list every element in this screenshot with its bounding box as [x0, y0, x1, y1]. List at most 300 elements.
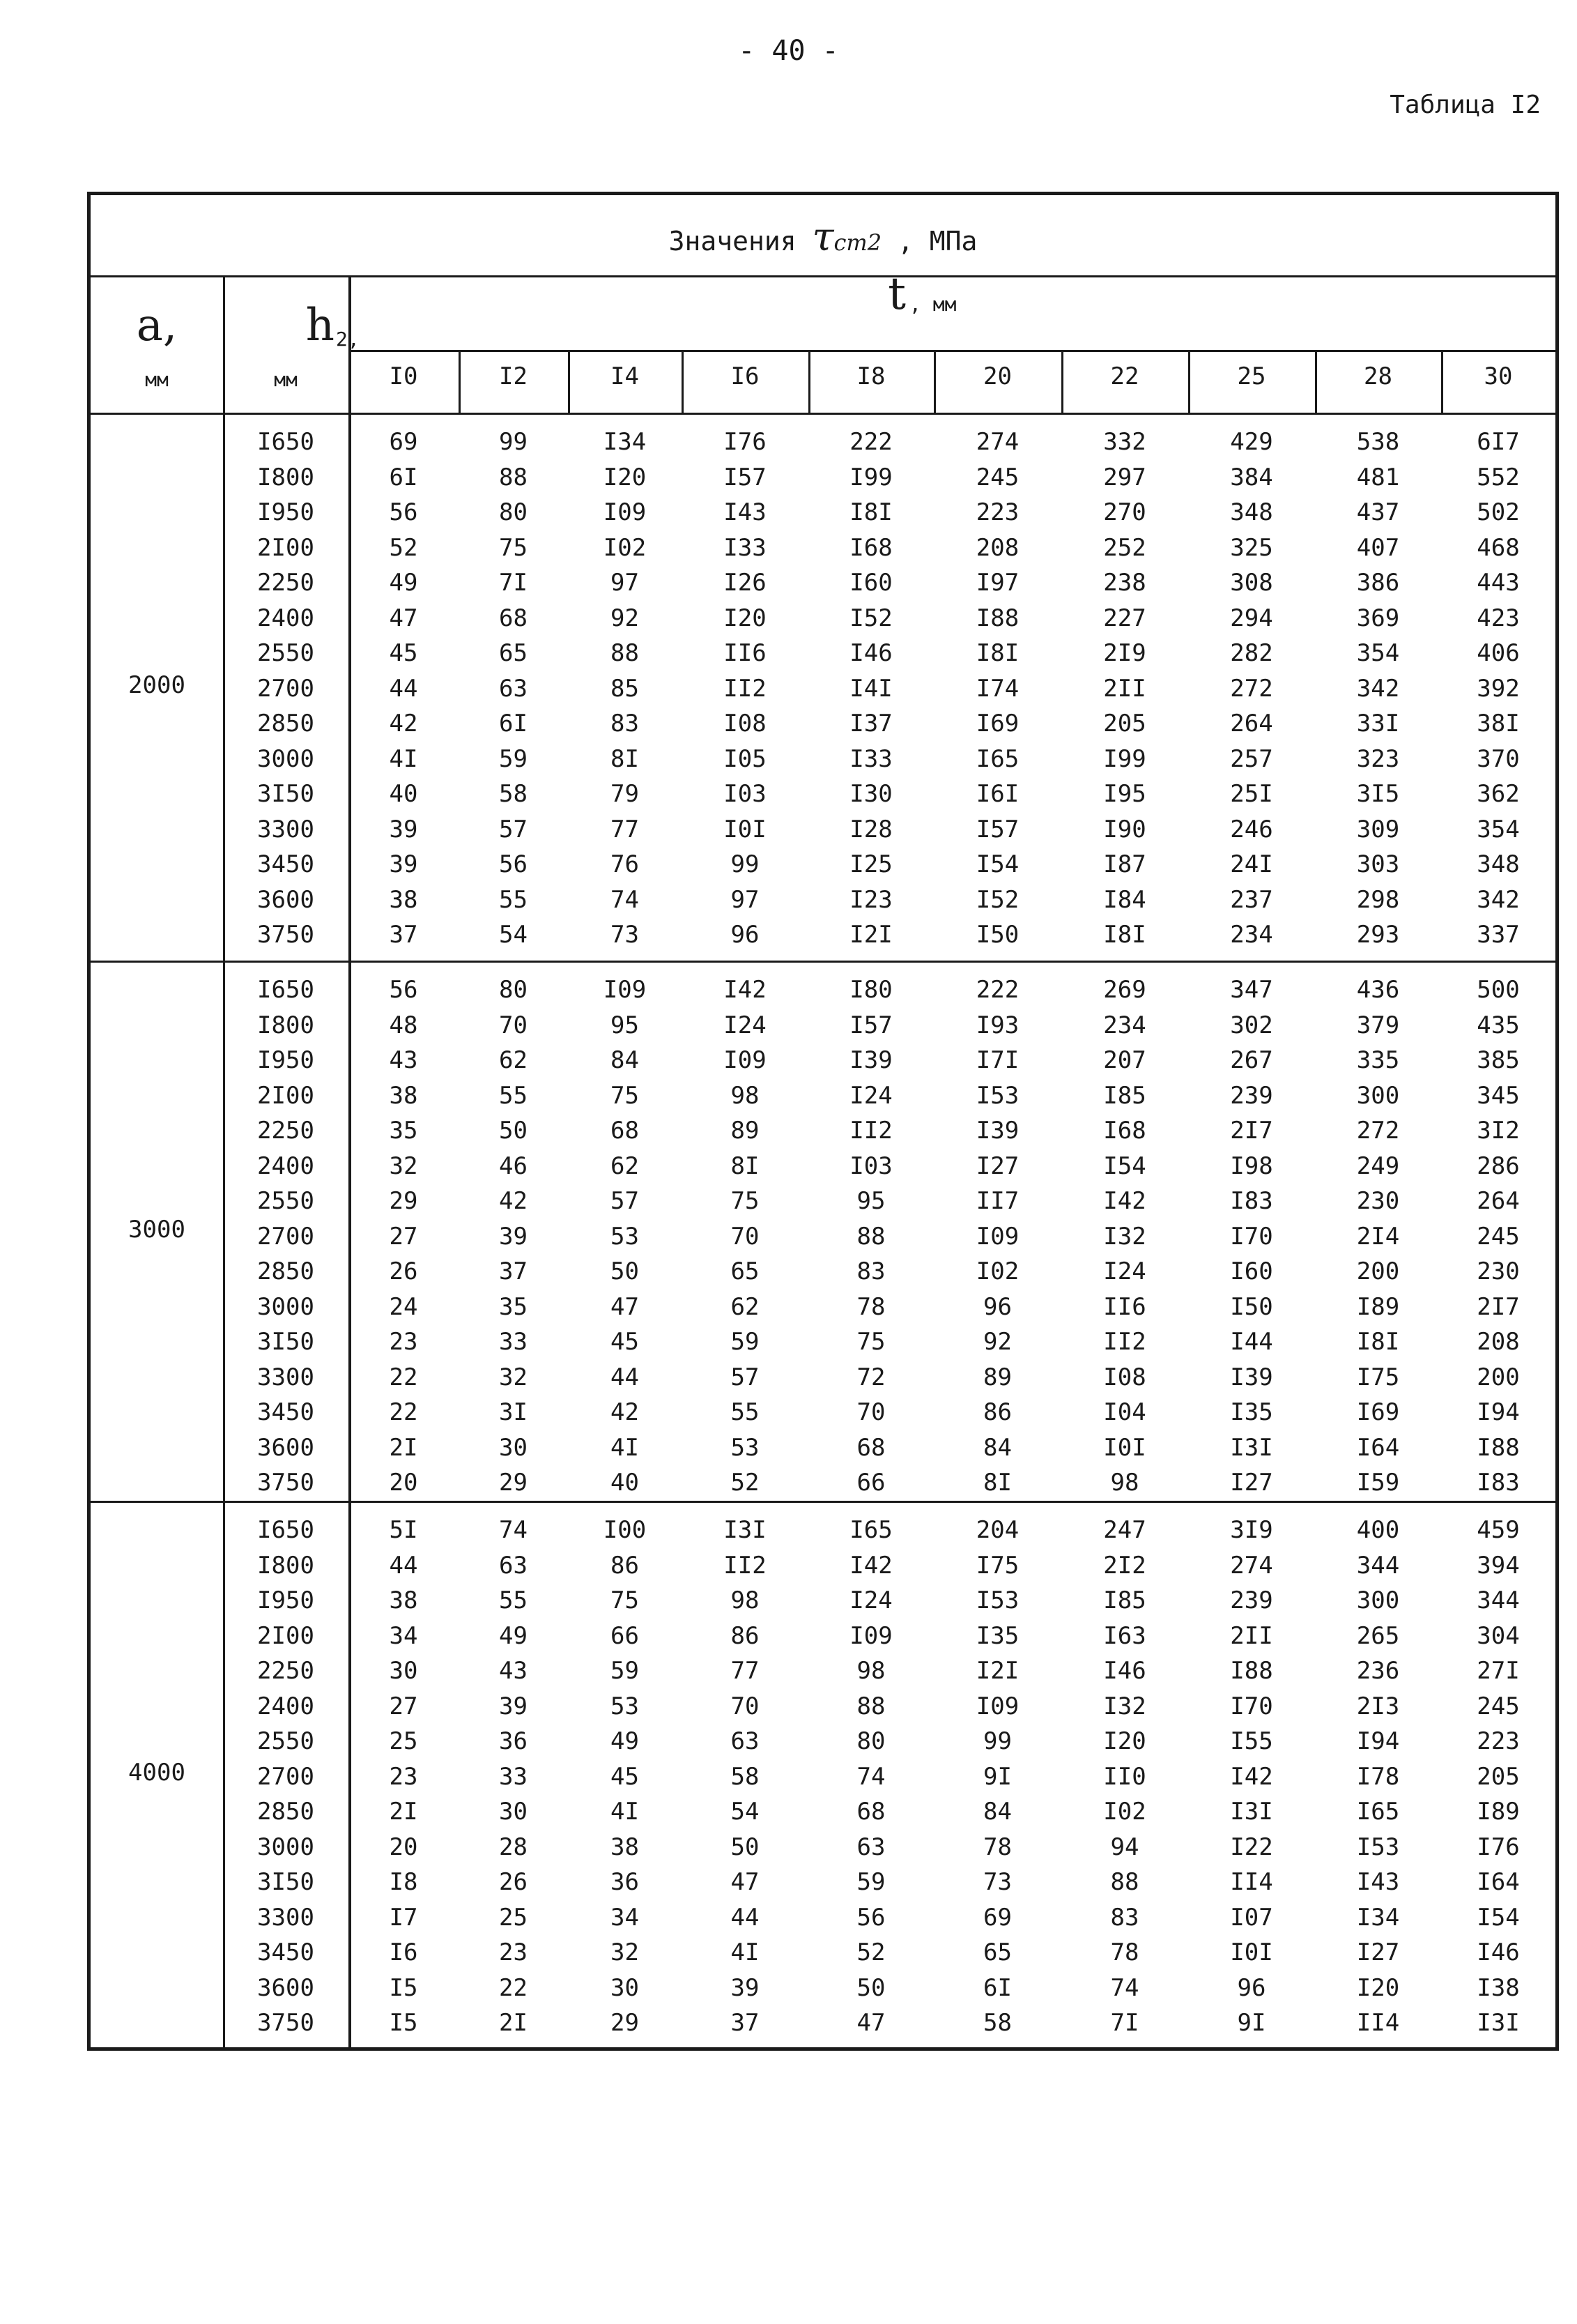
- table-cell: 223: [1477, 1727, 1520, 1755]
- table-cell: I8I: [1103, 921, 1146, 949]
- table-cell: I70: [1230, 1222, 1273, 1251]
- table-cell: I88: [1230, 1657, 1273, 1685]
- table-cell: 55: [499, 1081, 528, 1110]
- rule-line: [91, 961, 1555, 963]
- table-cell: I8I: [1356, 1328, 1400, 1356]
- table-row-h: I650: [257, 428, 314, 456]
- table-cell: 68: [610, 1117, 639, 1145]
- table-cell: 347: [1230, 976, 1273, 1004]
- table-cell: 49: [610, 1727, 639, 1755]
- table-cell: 47: [730, 1868, 760, 1896]
- table-cell: I03: [723, 780, 767, 808]
- table-cell: 323: [1356, 744, 1400, 773]
- table-cell: 245: [1477, 1692, 1520, 1720]
- table-cell: 3I9: [1230, 1516, 1273, 1544]
- t-unit: , мм: [909, 293, 957, 316]
- table-cell: I09: [723, 1046, 767, 1074]
- table-cell: 348: [1230, 498, 1273, 526]
- table-cell: 89: [730, 1117, 760, 1145]
- table-cell: 33: [499, 1762, 528, 1791]
- table-cell: 392: [1477, 674, 1520, 703]
- table-row-h: 3000: [257, 1833, 314, 1861]
- table-cell: 38: [389, 1587, 418, 1614]
- table-cell: 47: [610, 1292, 639, 1321]
- table-cell: 200: [1356, 1257, 1400, 1285]
- table-row-h: 3450: [257, 850, 314, 878]
- table-cell: II2: [849, 1117, 893, 1145]
- table-cell: 54: [730, 1798, 760, 1826]
- table-row-h: 2400: [257, 1152, 314, 1180]
- table-cell: 20: [389, 1469, 418, 1497]
- table-cell: I34: [603, 428, 647, 456]
- table-row-h: 3750: [257, 921, 314, 949]
- rule-line: [91, 1501, 1555, 1503]
- table-cell: 246: [1230, 815, 1273, 843]
- table-cell: 342: [1356, 674, 1400, 703]
- table-cell: 236: [1356, 1657, 1400, 1685]
- table-cell: 23: [389, 1328, 418, 1356]
- table-cell: 238: [1103, 569, 1146, 597]
- table-cell: 24I: [1230, 850, 1273, 878]
- table-cell: 22: [389, 1398, 418, 1426]
- table-cell: I20: [1356, 1973, 1400, 2002]
- table-row-h: I800: [257, 1011, 314, 1039]
- table-cell: 354: [1356, 639, 1400, 667]
- table-cell: 43: [389, 1046, 418, 1074]
- table-cell: 9I: [983, 1762, 1012, 1791]
- table-cell: 76: [610, 850, 639, 878]
- table-cell: I09: [976, 1222, 1020, 1251]
- table-cell: 39: [499, 1222, 528, 1251]
- table-cell: 272: [1356, 1117, 1400, 1145]
- table-cell: 45: [389, 639, 418, 667]
- table-cell: 83: [1110, 1903, 1139, 1932]
- table-cell: 4I: [610, 1798, 639, 1826]
- table-row-h: 2I00: [257, 1621, 314, 1650]
- table-cell: 9I: [1237, 2009, 1266, 2037]
- table-cell: 22: [389, 1363, 418, 1391]
- table-cell: 222: [976, 976, 1020, 1004]
- table-cell: 92: [610, 604, 639, 632]
- table-cell: 4I: [730, 1939, 760, 1966]
- table-cell: 39: [389, 815, 418, 843]
- table-row-h: 2850: [257, 1257, 314, 1285]
- table-cell: 59: [856, 1868, 886, 1896]
- table-cell: 53: [730, 1433, 760, 1462]
- table-cell: 227: [1103, 604, 1146, 632]
- table-cell: 44: [389, 1551, 418, 1580]
- table-cell: I22: [1230, 1833, 1273, 1861]
- h-unit: мм: [274, 368, 298, 391]
- table-cell: I09: [976, 1692, 1020, 1720]
- table-cell: 89: [983, 1363, 1012, 1391]
- table-cell: 97: [610, 569, 639, 597]
- table-cell: 335: [1356, 1046, 1400, 1074]
- table-row-h: I950: [257, 1587, 314, 1614]
- table-cell: I27: [976, 1152, 1020, 1180]
- table-cell: 74: [499, 1516, 528, 1544]
- table-cell: 56: [389, 498, 418, 526]
- table-cell: 77: [730, 1657, 760, 1685]
- table-cell: II4: [1356, 2009, 1400, 2037]
- table-cell: 72: [856, 1363, 886, 1391]
- h-subscript: 2,: [336, 328, 360, 351]
- table-cell: I35: [1230, 1398, 1273, 1426]
- table-cell: I75: [976, 1551, 1020, 1580]
- table-cell: I08: [1103, 1363, 1146, 1391]
- table-cell: 239: [1230, 1081, 1273, 1110]
- table-cell: II6: [1103, 1292, 1146, 1321]
- table-cell: 50: [610, 1257, 639, 1285]
- table-row-h: 2250: [257, 569, 314, 597]
- table-cell: 43: [499, 1657, 528, 1685]
- table-cell: I24: [849, 1081, 893, 1110]
- table-cell: 294: [1230, 604, 1273, 632]
- table-cell: 96: [1237, 1973, 1266, 2002]
- table-cell: 6I: [983, 1973, 1012, 2002]
- table-cell: 30: [610, 1973, 639, 2002]
- table-cell: 33I: [1356, 710, 1400, 737]
- table-row-h: 2400: [257, 604, 314, 632]
- table-cell: 5I: [389, 1516, 418, 1544]
- table-cell: 208: [1477, 1328, 1520, 1356]
- table-cell: 56: [499, 850, 528, 878]
- table-cell: 74: [610, 885, 639, 914]
- table-cell: 22: [499, 1973, 528, 2002]
- table-cell: 8I: [730, 1152, 760, 1180]
- table-cell: I64: [1356, 1433, 1400, 1462]
- table-cell: 88: [856, 1692, 886, 1720]
- tau-subscript: ст2: [833, 229, 882, 256]
- table-cell: 86: [610, 1551, 639, 1580]
- table-cell: 56: [856, 1903, 886, 1932]
- table-cell: I99: [1103, 744, 1146, 773]
- table-cell: I39: [1230, 1363, 1273, 1391]
- table-cell: 42: [610, 1398, 639, 1426]
- table-cell: 2I: [389, 1798, 418, 1826]
- table-cell: 55: [499, 885, 528, 914]
- table-cell: 54: [499, 921, 528, 949]
- table-cell: I8I: [849, 498, 893, 526]
- a-value-4000: 4000: [128, 1759, 185, 1787]
- table-cell: I65: [976, 744, 1020, 773]
- table-cell: II4: [1230, 1868, 1273, 1896]
- table-cell: 39: [730, 1973, 760, 2002]
- table-cell: 49: [389, 569, 418, 597]
- table-cell: I5: [389, 1973, 418, 2002]
- table-cell: 302: [1230, 1011, 1273, 1039]
- table-cell: 37: [730, 2009, 760, 2037]
- table-cell: 274: [976, 428, 1020, 456]
- table-cell: I42: [1103, 1187, 1146, 1215]
- table-cell: 459: [1477, 1516, 1520, 1544]
- table-cell: 325: [1230, 533, 1273, 562]
- table-cell: 400: [1356, 1516, 1400, 1544]
- table-cell: I53: [976, 1081, 1020, 1110]
- table-cell: 92: [983, 1328, 1012, 1356]
- table-row-h: 3750: [257, 2009, 314, 2037]
- table-row-h: 3300: [257, 815, 314, 843]
- table-row-h: 3000: [257, 1292, 314, 1321]
- table-cell: 245: [976, 463, 1020, 491]
- table-cell: I20: [723, 604, 767, 632]
- table-cell: I54: [1477, 1903, 1520, 1932]
- table-cell: 23: [499, 1939, 528, 1966]
- table-cell: I59: [1356, 1469, 1400, 1497]
- table-cell: 252: [1103, 533, 1146, 562]
- table-cell: I54: [976, 850, 1020, 878]
- table-cell: 245: [1477, 1222, 1520, 1251]
- table-cell: 59: [610, 1657, 639, 1685]
- table-cell: 55: [499, 1587, 528, 1614]
- table-cell: 303: [1356, 850, 1400, 878]
- table-cell: 50: [730, 1833, 760, 1861]
- table-cell: I65: [1356, 1798, 1400, 1826]
- table-cell: II2: [1103, 1328, 1146, 1356]
- table-cell: I83: [1230, 1187, 1273, 1215]
- table-row-h: 3I50: [257, 1328, 314, 1356]
- table-row-h: 2250: [257, 1657, 314, 1685]
- table-cell: I09: [603, 498, 647, 526]
- table-cell: I02: [976, 1257, 1020, 1285]
- col-header-t-3: I6: [730, 362, 760, 390]
- table-label: Таблица I2: [1390, 91, 1541, 119]
- table-cell: I57: [723, 463, 767, 491]
- table-cell: I25: [849, 850, 893, 878]
- table-cell: I85: [1103, 1081, 1146, 1110]
- table-cell: I54: [1103, 1152, 1146, 1180]
- table-cell: 83: [856, 1257, 886, 1285]
- table-cell: I97: [976, 569, 1020, 597]
- table-cell: I50: [976, 921, 1020, 949]
- table-row-h: 2700: [257, 1222, 314, 1251]
- table-cell: 45: [610, 1328, 639, 1356]
- table-cell: I83: [1477, 1469, 1520, 1497]
- table-row-h: I800: [257, 1551, 314, 1580]
- table-cell: 48: [389, 1011, 418, 1039]
- table-cell: 207: [1103, 1046, 1146, 1074]
- table-row-h: 3600: [257, 885, 314, 914]
- table-cell: 205: [1103, 710, 1146, 737]
- rule-line: [348, 350, 1555, 352]
- table-cell: 2I3: [1356, 1692, 1400, 1720]
- table-cell: 75: [856, 1328, 886, 1356]
- table-cell: 44: [389, 674, 418, 703]
- table-row-h: 2I00: [257, 1081, 314, 1110]
- table-cell: I42: [1230, 1762, 1273, 1791]
- table-cell: 369: [1356, 604, 1400, 632]
- table-cell: 74: [856, 1762, 886, 1791]
- table-cell: 7I: [1110, 2009, 1139, 2037]
- table-cell: I7: [389, 1903, 418, 1932]
- table-cell: 35: [389, 1117, 418, 1145]
- table-cell: 78: [1110, 1939, 1139, 1966]
- table-cell: 269: [1103, 976, 1146, 1004]
- table-cell: 297: [1103, 463, 1146, 491]
- col-header-t-4: I8: [856, 362, 886, 390]
- table-cell: 249: [1356, 1152, 1400, 1180]
- table-cell: 300: [1356, 1587, 1400, 1614]
- table-cell: I94: [1356, 1727, 1400, 1755]
- table-cell: I4I: [849, 674, 893, 703]
- table-cell: 264: [1477, 1187, 1520, 1215]
- table-cell: I27: [1356, 1939, 1400, 1966]
- table-cell: 204: [976, 1516, 1020, 1544]
- table-cell: 35: [499, 1292, 528, 1321]
- table-cell: 65: [499, 639, 528, 667]
- table-cell: I8: [389, 1868, 418, 1896]
- table-cell: 538: [1356, 428, 1400, 456]
- table-cell: 98: [730, 1081, 760, 1110]
- table-cell: 66: [856, 1469, 886, 1497]
- table-cell: 78: [856, 1292, 886, 1321]
- table-cell: 84: [983, 1798, 1012, 1826]
- h-symbol: h: [305, 300, 334, 351]
- table-cell: I24: [1103, 1257, 1146, 1285]
- table-cell: I7I: [976, 1046, 1020, 1074]
- table-cell: I52: [849, 604, 893, 632]
- table-cell: 265: [1356, 1621, 1400, 1650]
- table-cell: I38: [1477, 1973, 1520, 2002]
- table-cell: 84: [983, 1433, 1012, 1462]
- table-cell: 69: [983, 1903, 1012, 1932]
- table-cell: 65: [983, 1939, 1012, 1966]
- table-cell: I07: [1230, 1903, 1273, 1932]
- table-cell: I27: [1230, 1469, 1273, 1497]
- table-cell: 27: [389, 1692, 418, 1720]
- table-cell: 34: [389, 1621, 418, 1650]
- table-cell: 239: [1230, 1587, 1273, 1614]
- table-cell: 345: [1477, 1081, 1520, 1110]
- table-cell: 205: [1477, 1762, 1520, 1791]
- table-cell: 96: [983, 1292, 1012, 1321]
- table-cell: 95: [856, 1187, 886, 1215]
- table-cell: 32: [610, 1939, 639, 1966]
- table-cell: 435: [1477, 1011, 1520, 1039]
- col-header-t-9: 30: [1484, 362, 1513, 390]
- table-cell: 4I: [389, 744, 418, 773]
- table-cell: I24: [723, 1011, 767, 1039]
- rule-line: [91, 413, 1555, 415]
- table-cell: 70: [856, 1398, 886, 1426]
- table-row-h: I950: [257, 498, 314, 526]
- table-cell: 394: [1477, 1551, 1520, 1580]
- table-cell: I05: [723, 744, 767, 773]
- data-table: [87, 192, 1559, 2051]
- table-cell: I08: [723, 710, 767, 737]
- table-row-h: I650: [257, 976, 314, 1004]
- table-row-h: I650: [257, 1516, 314, 1544]
- table-cell: 28: [499, 1833, 528, 1861]
- table-cell: I78: [1356, 1762, 1400, 1791]
- table-cell: I04: [1103, 1398, 1146, 1426]
- table-cell: I69: [1356, 1398, 1400, 1426]
- table-cell: I30: [849, 780, 893, 808]
- table-cell: I37: [849, 710, 893, 737]
- table-cell: 68: [856, 1433, 886, 1462]
- table-cell: 52: [389, 533, 418, 562]
- table-cell: 68: [499, 604, 528, 632]
- a-symbol: a,: [136, 300, 178, 351]
- table-cell: 3I5: [1356, 780, 1400, 808]
- table-cell: I57: [976, 815, 1020, 843]
- table-cell: 98: [730, 1587, 760, 1614]
- table-cell: I26: [723, 569, 767, 597]
- table-cell: 49: [499, 1621, 528, 1650]
- table-cell: 59: [730, 1328, 760, 1356]
- table-cell: I89: [1477, 1798, 1520, 1826]
- table-cell: 62: [610, 1152, 639, 1180]
- table-cell: I80: [849, 976, 893, 1004]
- table-row-h: 2550: [257, 639, 314, 667]
- table-cell: I99: [849, 463, 893, 491]
- table-cell: I68: [849, 533, 893, 562]
- table-cell: 286: [1477, 1152, 1520, 1180]
- tau-symbol: τ: [812, 215, 834, 260]
- table-cell: 37: [499, 1257, 528, 1285]
- table-cell: 52: [856, 1939, 886, 1966]
- table-cell: 481: [1356, 463, 1400, 491]
- table-cell: 56: [389, 976, 418, 1004]
- table-cell: 7I: [499, 569, 528, 597]
- table-cell: 42: [499, 1187, 528, 1215]
- table-cell: I24: [849, 1587, 893, 1614]
- table-cell: 500: [1477, 976, 1520, 1004]
- table-cell: I65: [849, 1516, 893, 1544]
- table-cell: 337: [1477, 921, 1520, 949]
- col-header-t-6: 22: [1110, 362, 1139, 390]
- table-cell: 257: [1230, 744, 1273, 773]
- table-cell: 62: [730, 1292, 760, 1321]
- table-cell: 58: [983, 2009, 1012, 2037]
- table-cell: I35: [976, 1621, 1020, 1650]
- table-cell: 96: [730, 921, 760, 949]
- table-cell: I55: [1230, 1727, 1273, 1755]
- caption-unit: , МПа: [898, 226, 978, 257]
- table-row-h: 3000: [257, 744, 314, 773]
- table-row-h: 2I00: [257, 533, 314, 562]
- table-cell: 2I9: [1103, 639, 1146, 667]
- table-cell: I0I: [723, 815, 767, 843]
- table-cell: 4I: [610, 1433, 639, 1462]
- table-cell: 95: [610, 1011, 639, 1039]
- table-cell: 354: [1477, 815, 1520, 843]
- table-cell: 40: [389, 780, 418, 808]
- table-cell: 63: [499, 1551, 528, 1580]
- table-cell: 293: [1356, 921, 1400, 949]
- table-cell: I88: [1477, 1433, 1520, 1462]
- table-cell: 38: [389, 885, 418, 914]
- table-cell: 63: [499, 674, 528, 703]
- table-cell: 2I: [389, 1433, 418, 1462]
- table-cell: 88: [856, 1222, 886, 1251]
- table-cell: 75: [499, 533, 528, 562]
- table-cell: 370: [1477, 744, 1520, 773]
- table-cell: 66: [610, 1621, 639, 1650]
- table-cell: 437: [1356, 498, 1400, 526]
- table-cell: 52: [730, 1469, 760, 1497]
- a-value-3000: 3000: [128, 1215, 185, 1244]
- table-cell: I90: [1103, 815, 1146, 843]
- table-cell: 42: [389, 710, 418, 737]
- table-cell: 32: [389, 1152, 418, 1180]
- table-cell: 47: [856, 2009, 886, 2037]
- table-cell: I63: [1103, 1621, 1146, 1650]
- table-cell: I50: [1230, 1292, 1273, 1321]
- table-cell: I02: [1103, 1798, 1146, 1826]
- table-cell: I3I: [723, 1516, 767, 1544]
- table-cell: I69: [976, 710, 1020, 737]
